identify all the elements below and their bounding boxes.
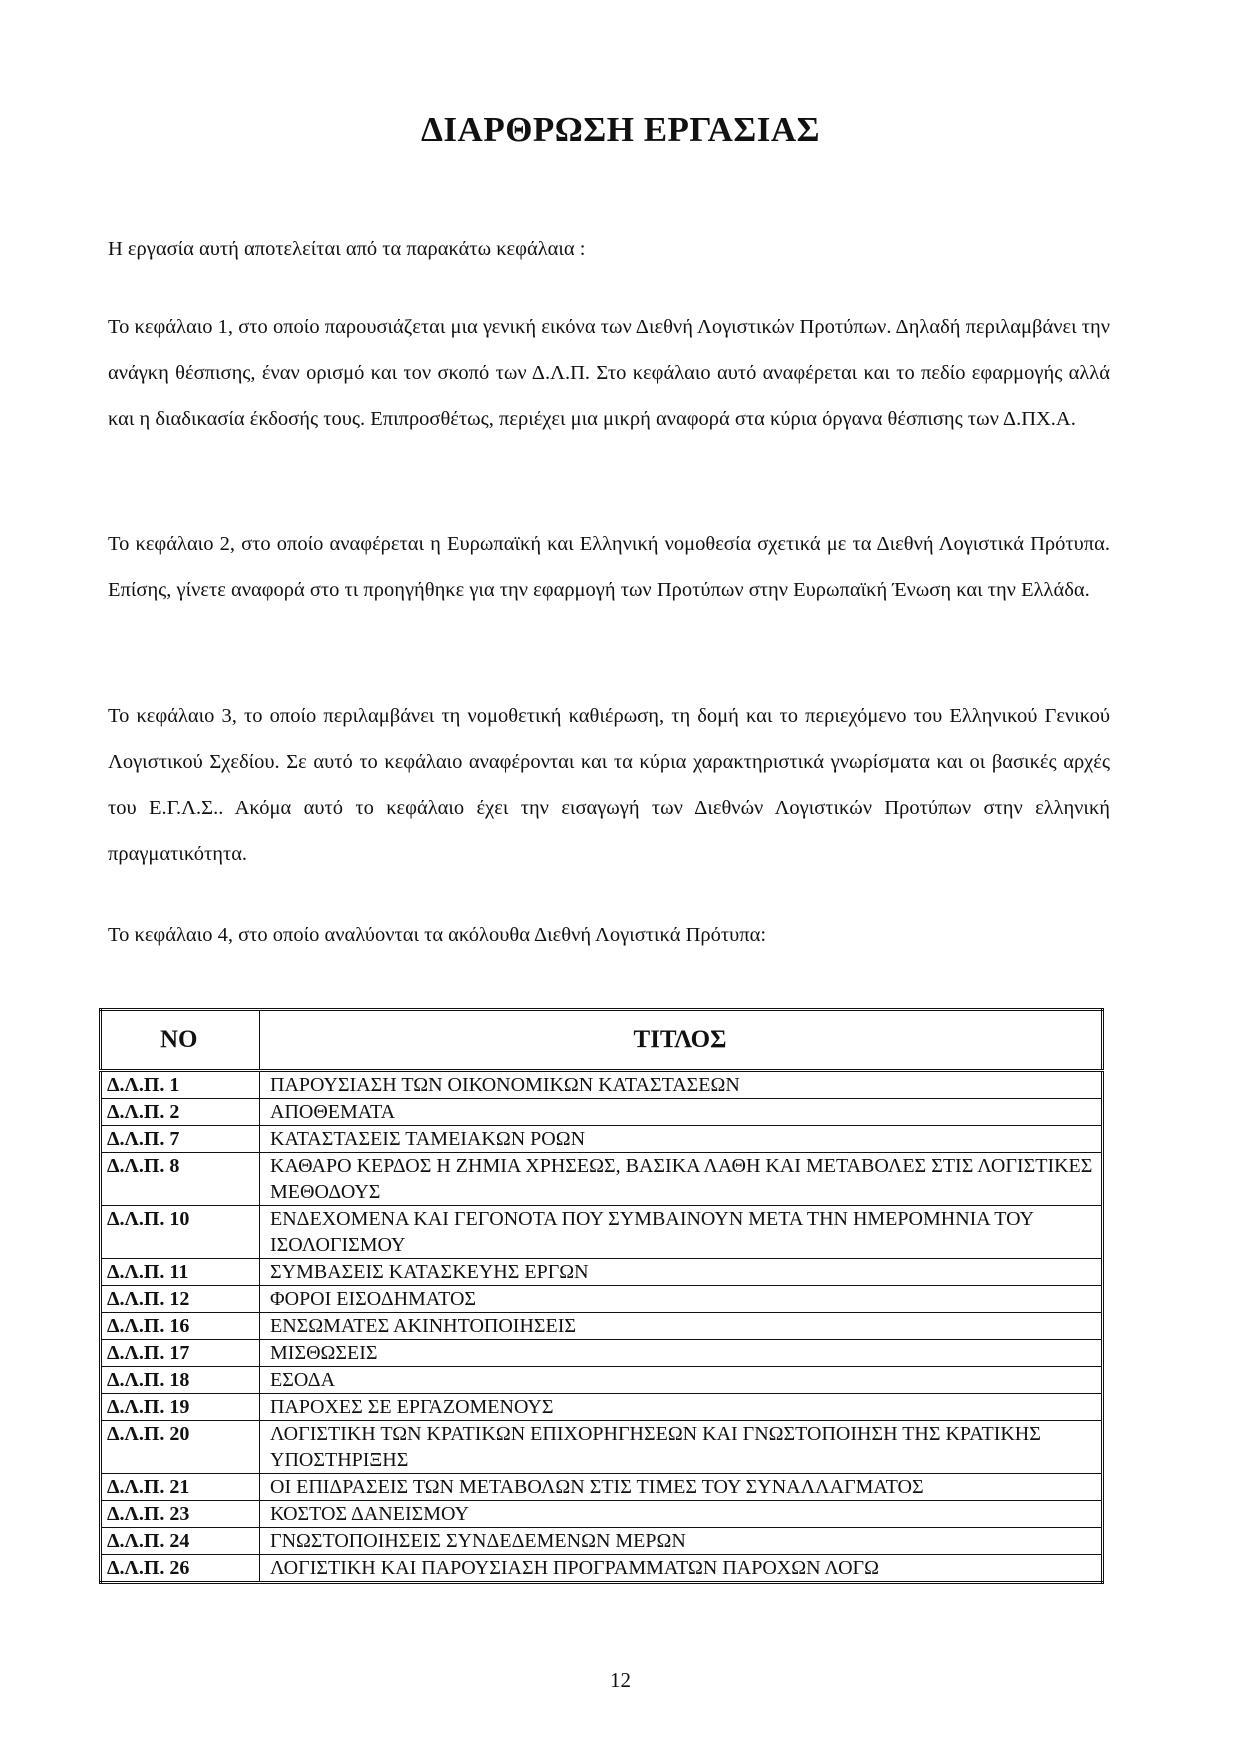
table-row (101, 1099, 1103, 1126)
intro-paragraph: Η εργασία αυτή αποτελείται από τα παρακάτω κεφάλαια : (108, 238, 586, 260)
standard-title-cell: ΛΟΓΙΣΤΙΚΗ ΤΩΝ ΚΡΑΤΙΚΩΝ ΕΠΙΧΟΡΗΓΗΣΕΩΝ ΚΑΙ ΓΝΩΣΤΟΠΟΙΗΣΗ ΤΗΣ ΚΡΑΤΙΚΗΣ ΥΠΟΣΤΗΡΙΞΗΣ (260, 1421, 1103, 1474)
chapter-3-paragraph: Το κεφάλαιο 3, το οποίο περιλαμβάνει τη νομοθετική καθιέρωση, τη δομή και το περιεχόμενο του Ελληνικού Γενικού Λογιστικού Σχεδίου. Σε αυτό το κεφάλαιο αναφέρονται και τα κύρια χαρακτηριστικά γνωρίσματα και οι βασικές αρχές του Ε.Γ.Λ.Σ.. Ακόμα αυτό το κεφάλαιο έχει την εισαγωγή των Διεθνών Λογιστικών Προτύπων στην ελληνική πραγματικότητα. (108, 705, 1110, 865)
table-row (101, 1340, 1103, 1367)
table-row (101, 1126, 1103, 1153)
column-header-no: ΝΟ (101, 1010, 260, 1071)
table-row (101, 1206, 1103, 1259)
standard-title-cell: ΕΝΣΩΜΑΤΕΣ ΑΚΙΝΗΤΟΠΟΙΗΣΕΙΣ (260, 1313, 1103, 1340)
standards-table (99, 1008, 1104, 1584)
table-row (101, 1528, 1103, 1555)
standard-number-cell: Δ.Λ.Π. 2 (101, 1099, 260, 1126)
standard-number-cell: Δ.Λ.Π. 26 (101, 1555, 260, 1583)
standard-number-cell: Δ.Λ.Π. 7 (101, 1126, 260, 1153)
standard-number-cell: Δ.Λ.Π. 24 (101, 1528, 260, 1555)
standard-number-cell: Δ.Λ.Π. 20 (101, 1421, 260, 1474)
column-header-title: ΤΙΤΛΟΣ (260, 1010, 1103, 1071)
page-title: ΔΙΑΡΘΡΩΣΗ ΕΡΓΑΣΙΑΣ (420, 110, 821, 149)
table-row (101, 1153, 1103, 1206)
page-number: 12 (610, 1668, 631, 1692)
standard-title-cell: ΦΟΡΟΙ ΕΙΣΟΔΗΜΑΤΟΣ (260, 1286, 1103, 1313)
standard-title-cell: ΓΝΩΣΤΟΠΟΙΗΣΕΙΣ ΣΥΝΔΕΔΕΜΕΝΩΝ ΜΕΡΩΝ (260, 1528, 1103, 1555)
standard-title-cell: ΠΑΡΟΧΕΣ ΣΕ ΕΡΓΑΖΟΜΕΝΟΥΣ (260, 1394, 1103, 1421)
standard-title-cell: ΚΑΤΑΣΤΑΣΕΙΣ ΤΑΜΕΙΑΚΩΝ ΡΟΩΝ (260, 1126, 1103, 1153)
standard-title-cell: ΕΣΟΔΑ (260, 1367, 1103, 1394)
standard-title-cell: ΚΑΘΑΡΟ ΚΕΡΔΟΣ Η ΖΗΜΙΑ ΧΡΗΣΕΩΣ, ΒΑΣΙΚΑ ΛΑΘΗ ΚΑΙ ΜΕΤΑΒΟΛΕΣ ΣΤΙΣ ΛΟΓΙΣΤΙΚΕΣ ΜΕΘΟΔΟΥΣ (260, 1153, 1103, 1206)
table-body (101, 1071, 1103, 1583)
standard-title-cell: ΜΙΣΘΩΣΕΙΣ (260, 1340, 1103, 1367)
table-row (101, 1501, 1103, 1528)
table-row (101, 1421, 1103, 1474)
standard-title-cell: ΠΑΡΟΥΣΙΑΣΗ ΤΩΝ ΟΙΚΟΝΟΜΙΚΩΝ ΚΑΤΑΣΤΑΣΕΩΝ (260, 1071, 1103, 1099)
table-header-row (101, 1010, 1103, 1071)
standard-number-cell: Δ.Λ.Π. 18 (101, 1367, 260, 1394)
standard-title-cell: ΑΠΟΘΕΜΑΤΑ (260, 1099, 1103, 1126)
standard-number-cell: Δ.Λ.Π. 19 (101, 1394, 260, 1421)
table-row (101, 1474, 1103, 1501)
table-row (101, 1259, 1103, 1286)
standard-number-cell: Δ.Λ.Π. 11 (101, 1259, 260, 1286)
standard-title-cell: ΛΟΓΙΣΤΙΚΗ ΚΑΙ ΠΑΡΟΥΣΙΑΣΗ ΠΡΟΓΡΑΜΜΑΤΩΝ ΠΑΡΟΧΩΝ ΛΟΓΩ (260, 1555, 1103, 1583)
standard-number-cell: Δ.Λ.Π. 23 (101, 1501, 260, 1528)
standard-title-cell: ΣΥΜΒΑΣΕΙΣ ΚΑΤΑΣΚΕΥΗΣ ΕΡΓΩΝ (260, 1259, 1103, 1286)
table-row (101, 1071, 1103, 1099)
standard-number-cell: Δ.Λ.Π. 12 (101, 1286, 260, 1313)
standard-number-cell: Δ.Λ.Π. 8 (101, 1153, 260, 1206)
table-row (101, 1367, 1103, 1394)
table-row (101, 1394, 1103, 1421)
chapter-1-paragraph: Το κεφάλαιο 1, στο οποίο παρουσιάζεται μια γενική εικόνα των Διεθνή Λογιστικών Προτύπων. Δηλαδή περιλαμβάνει την ανάγκη θέσπισης, έναν ορισμό και τον σκοπό των Δ.Λ.Π. Στο κεφάλαιο αυτό αναφέρεται και το πεδίο εφαρμογής αλλά και η διαδικασία έκδοσής τους. Επιπροσθέτως, περιέχει μια μικρή αναφορά στα κύρια όργανα θέσπισης των Δ.ΠΧ.Α. (108, 316, 1110, 430)
standard-number-cell: Δ.Λ.Π. 21 (101, 1474, 260, 1501)
table-row (101, 1313, 1103, 1340)
table-row (101, 1286, 1103, 1313)
chapter-4-paragraph: Το κεφάλαιο 4, στο οποίο αναλύονται τα ακόλουθα Διεθνή Λογιστικά Πρότυπα: (108, 924, 767, 946)
table-row (101, 1555, 1103, 1583)
standard-title-cell: ΕΝΔΕΧΟΜΕΝΑ ΚΑΙ ΓΕΓΟΝΟΤΑ ΠΟΥ ΣΥΜΒΑΙΝΟΥΝ ΜΕΤΑ ΤΗΝ ΗΜΕΡΟΜΗΝΙΑ ΤΟΥ ΙΣΟΛΟΓΙΣΜΟΥ (260, 1206, 1103, 1259)
standard-title-cell: ΚΟΣΤΟΣ ΔΑΝΕΙΣΜΟΥ (260, 1501, 1103, 1528)
chapter-2-paragraph: Το κεφάλαιο 2, στο οποίο αναφέρεται η Ευρωπαϊκή και Ελληνική νομοθεσία σχετικά με τα Διεθνή Λογιστικά Πρότυπα. Επίσης, γίνετε αναφορά στο τι προηγήθηκε για την εφαρμογή των Προτύπων στην Ευρωπαϊκή Ένωση και την Ελλάδα. (108, 533, 1110, 601)
standard-number-cell: Δ.Λ.Π. 17 (101, 1340, 260, 1367)
standard-number-cell: Δ.Λ.Π. 1 (101, 1071, 260, 1099)
standard-number-cell: Δ.Λ.Π. 10 (101, 1206, 260, 1259)
standard-title-cell: ΟΙ ΕΠΙΔΡΑΣΕΙΣ ΤΩΝ ΜΕΤΑΒΟΛΩΝ ΣΤΙΣ ΤΙΜΕΣ ΤΟΥ ΣΥΝΑΛΛΑΓΜΑΤΟΣ (260, 1474, 1103, 1501)
standard-number-cell: Δ.Λ.Π. 16 (101, 1313, 260, 1340)
